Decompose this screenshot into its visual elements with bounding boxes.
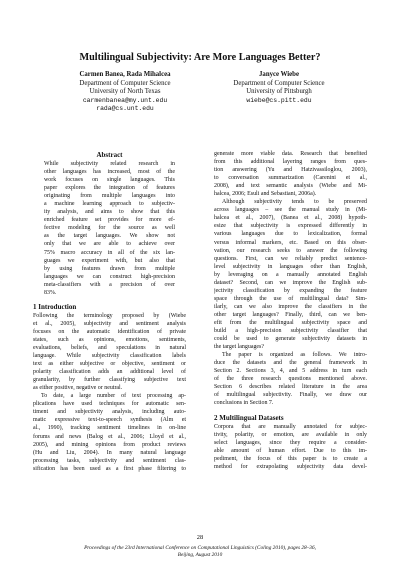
text-line: only that we are able to achieve over [44, 241, 175, 248]
paper-title: Multilingual Subjectivity: Are More Languages Better? [79, 52, 321, 63]
text-line: paper explores the integration of features [44, 185, 175, 192]
text-line: meta-classifiers with a precision of over [44, 281, 175, 288]
text-line: plications have used techniques for automatic sen- [33, 401, 186, 408]
text-line: the target languages? [214, 344, 265, 351]
text-line: other languages has increased, most of the [44, 169, 175, 176]
author-institution: University of North Texas [89, 88, 161, 96]
text-line: esize that subjectivity is expressed differently in [214, 223, 367, 230]
text-line: The paper is organized as follows. We intro- [222, 352, 367, 359]
section-heading-datasets: 2 Multilingual Datasets [214, 413, 284, 422]
text-line: 2005), and mining opinions from product reviews [33, 441, 186, 448]
text-line: conclusions in Section 7. [214, 400, 274, 407]
text-line: questions. First, can we reliably predict sentence- [214, 255, 367, 262]
text-line: to conversation summarization (Carenini et al., [214, 175, 367, 182]
text-line: fective modeling for the source as well [44, 225, 175, 232]
text-line: Following the terminology proposed by (Wiebe [33, 312, 186, 319]
author-block-left [50, 71, 200, 114]
text-line: method for extrapolating subjectivity data devel- [214, 463, 367, 470]
text-line: evaluations, beliefs, and speculations in natural [33, 344, 186, 351]
text-line: originating from multiple languages into [44, 193, 175, 200]
section-heading-introduction: 1 Introduction [33, 302, 77, 311]
paragraph [214, 423, 367, 471]
text-line: build a high-precision subjectivity classifier that [214, 328, 367, 335]
paragraph [33, 312, 186, 392]
author-email: rada@cs.unt.edu [96, 105, 154, 113]
text-line: text as either subjective or objective, sentiment or [33, 361, 186, 368]
paragraph [33, 392, 186, 472]
text-line: jectivity classification by expanding the feature [214, 287, 367, 294]
text-line: 83%. [44, 289, 57, 296]
footer-line: Beijing, August 2010 [177, 551, 223, 558]
text-line: language. While subjectivity classification labels [33, 353, 186, 360]
text-line: could be used to generate subjectivity datasets in [214, 336, 367, 343]
text-line: guages we experiment with, but also that [44, 257, 175, 264]
text-line: ity analysis, and aims to show that this [44, 209, 175, 216]
text-line: vation, our research seeks to answer the following [214, 247, 367, 254]
text-line: work focuses on single languages. This [44, 177, 175, 184]
right-column [214, 150, 367, 471]
author-name: Carmen Banea, Rada Mihalcea [79, 71, 171, 78]
author-institution: University of Pittsburgh [246, 88, 312, 96]
text-line: by leveraging on a manually annotated English [214, 271, 367, 278]
footer-line: Proceedings of the 23rd International Conference on Computational Linguistics (Coling 2010), pages 28–36, [84, 545, 316, 551]
text-line: dataset? Second, can we improve the English sub- [214, 279, 367, 286]
text-line: of multilingual subjectivity. Finally, we draw our [214, 392, 367, 399]
text-line: as the target languages. We show not [44, 233, 175, 240]
text-line: Although subjectivity tends to be preserved [222, 199, 367, 206]
footer [0, 545, 400, 558]
text-line: from this additional layering ranges from ques- [214, 159, 367, 166]
text-line: level subjectivity in languages other than English, [214, 263, 367, 270]
text-line: polarity classification adds an additional level of [33, 369, 186, 376]
text-line: focuses on the automatic identification of private [33, 328, 186, 335]
author-block-right [204, 71, 354, 105]
text-line: halcea et al., 2007), (Banea et al., 2008) hypoth- [214, 215, 367, 222]
text-line: of the three research questions mentioned above. [214, 376, 367, 383]
text-line: While subjectivity related research in [44, 161, 175, 167]
text-line: ilarly, can we also improve the classifiers in the [214, 303, 367, 310]
text-line: languages we can construct high-precision [44, 273, 175, 280]
text-line: processing tasks, subjectivity and sentiment clas- [33, 457, 186, 464]
text-line: Corpora that are manually annotated for subjec- [214, 423, 367, 430]
text-line: efit from the multilingual subjectivity space and [214, 319, 367, 326]
text-line: by using features drawn from multiple [44, 265, 175, 272]
left-column [33, 150, 186, 473]
text-line: generate more viable data. Research that benefited [214, 151, 367, 157]
text-line: Section 6 describes related literature in the area [214, 384, 367, 391]
author-name: Janyce Wiebe [259, 71, 299, 78]
text-line: select languages, since they require a consider- [214, 439, 367, 446]
text-line: To date, a large number of text processing ap- [41, 393, 186, 400]
text-line: al., 1990), tracking sentiment timelines in on-line [33, 425, 186, 432]
text-line: timent and subjectivity analysis, including auto- [33, 409, 186, 416]
paragraph [214, 198, 367, 351]
text-line: halcea, 2006; Esuli and Sebastiani, 2006a). [214, 191, 317, 198]
text-line: pediment, the focus of this paper is to create a [214, 455, 367, 462]
text-line: across languages – see the manual study in (Mi- [214, 207, 367, 214]
author-department: Department of Computer Science [233, 79, 325, 87]
text-line: various languages due to lexicalization, formal [214, 231, 367, 238]
author-email: carmenbanea@my.unt.edu [82, 96, 168, 104]
text-line: tivity, polarity, or emotion, are available in only [214, 431, 367, 438]
text-line: 75% macro accuracy in all of the six lan- [44, 249, 175, 256]
text-line: forums and news (Balog et al., 2006; Lloyd et al., [33, 433, 186, 440]
text-line: duce the datasets and the general framework in [214, 360, 367, 367]
page-number: 28 [196, 534, 204, 541]
author-department: Department of Computer Science [79, 79, 171, 87]
paragraph [214, 150, 367, 198]
text-line: (Hu and Liu, 2004). In many natural language [33, 449, 186, 456]
abstract-body [33, 160, 186, 297]
text-line: versus informal markers, etc. Based on this obser- [214, 239, 367, 246]
text-line: granularity, by further classifying subjective text [33, 377, 186, 384]
paragraph [214, 351, 367, 407]
text-line: et al., 2005), subjectivity and sentiment analysis [33, 320, 186, 327]
text-line: states, such as opinions, emotions, sentiments, [33, 336, 186, 343]
author-email: wiebe@cs.pitt.edu [246, 96, 312, 104]
text-line: 2008), and text semantic analysis (Wiebe and Mi- [214, 183, 367, 190]
text-line: space through the use of multilingual data? Sim- [214, 295, 367, 302]
text-line: tion answering (Yu and Hatzivassiloglou, 2003), [214, 167, 367, 174]
abstract-heading: Abstract [96, 151, 123, 159]
text-line: able amount of human effort. Due to this im- [214, 447, 367, 454]
text-line: enriched feature set provides for more ef- [44, 217, 175, 224]
text-line: sification has been used as a first phase filtering to [33, 465, 186, 472]
text-line: Section 2. Sections 3, 4, and 5 address in turn each [214, 368, 367, 375]
text-line: matic expressive text-to-speech synthesis (Alm et [33, 417, 186, 424]
text-line: a machine learning approach to subjectiv- [44, 201, 175, 208]
text-line: as either positive, negative or neutral. [33, 385, 123, 392]
text-line: other target languages? Finally, third, can we ben- [214, 311, 367, 318]
